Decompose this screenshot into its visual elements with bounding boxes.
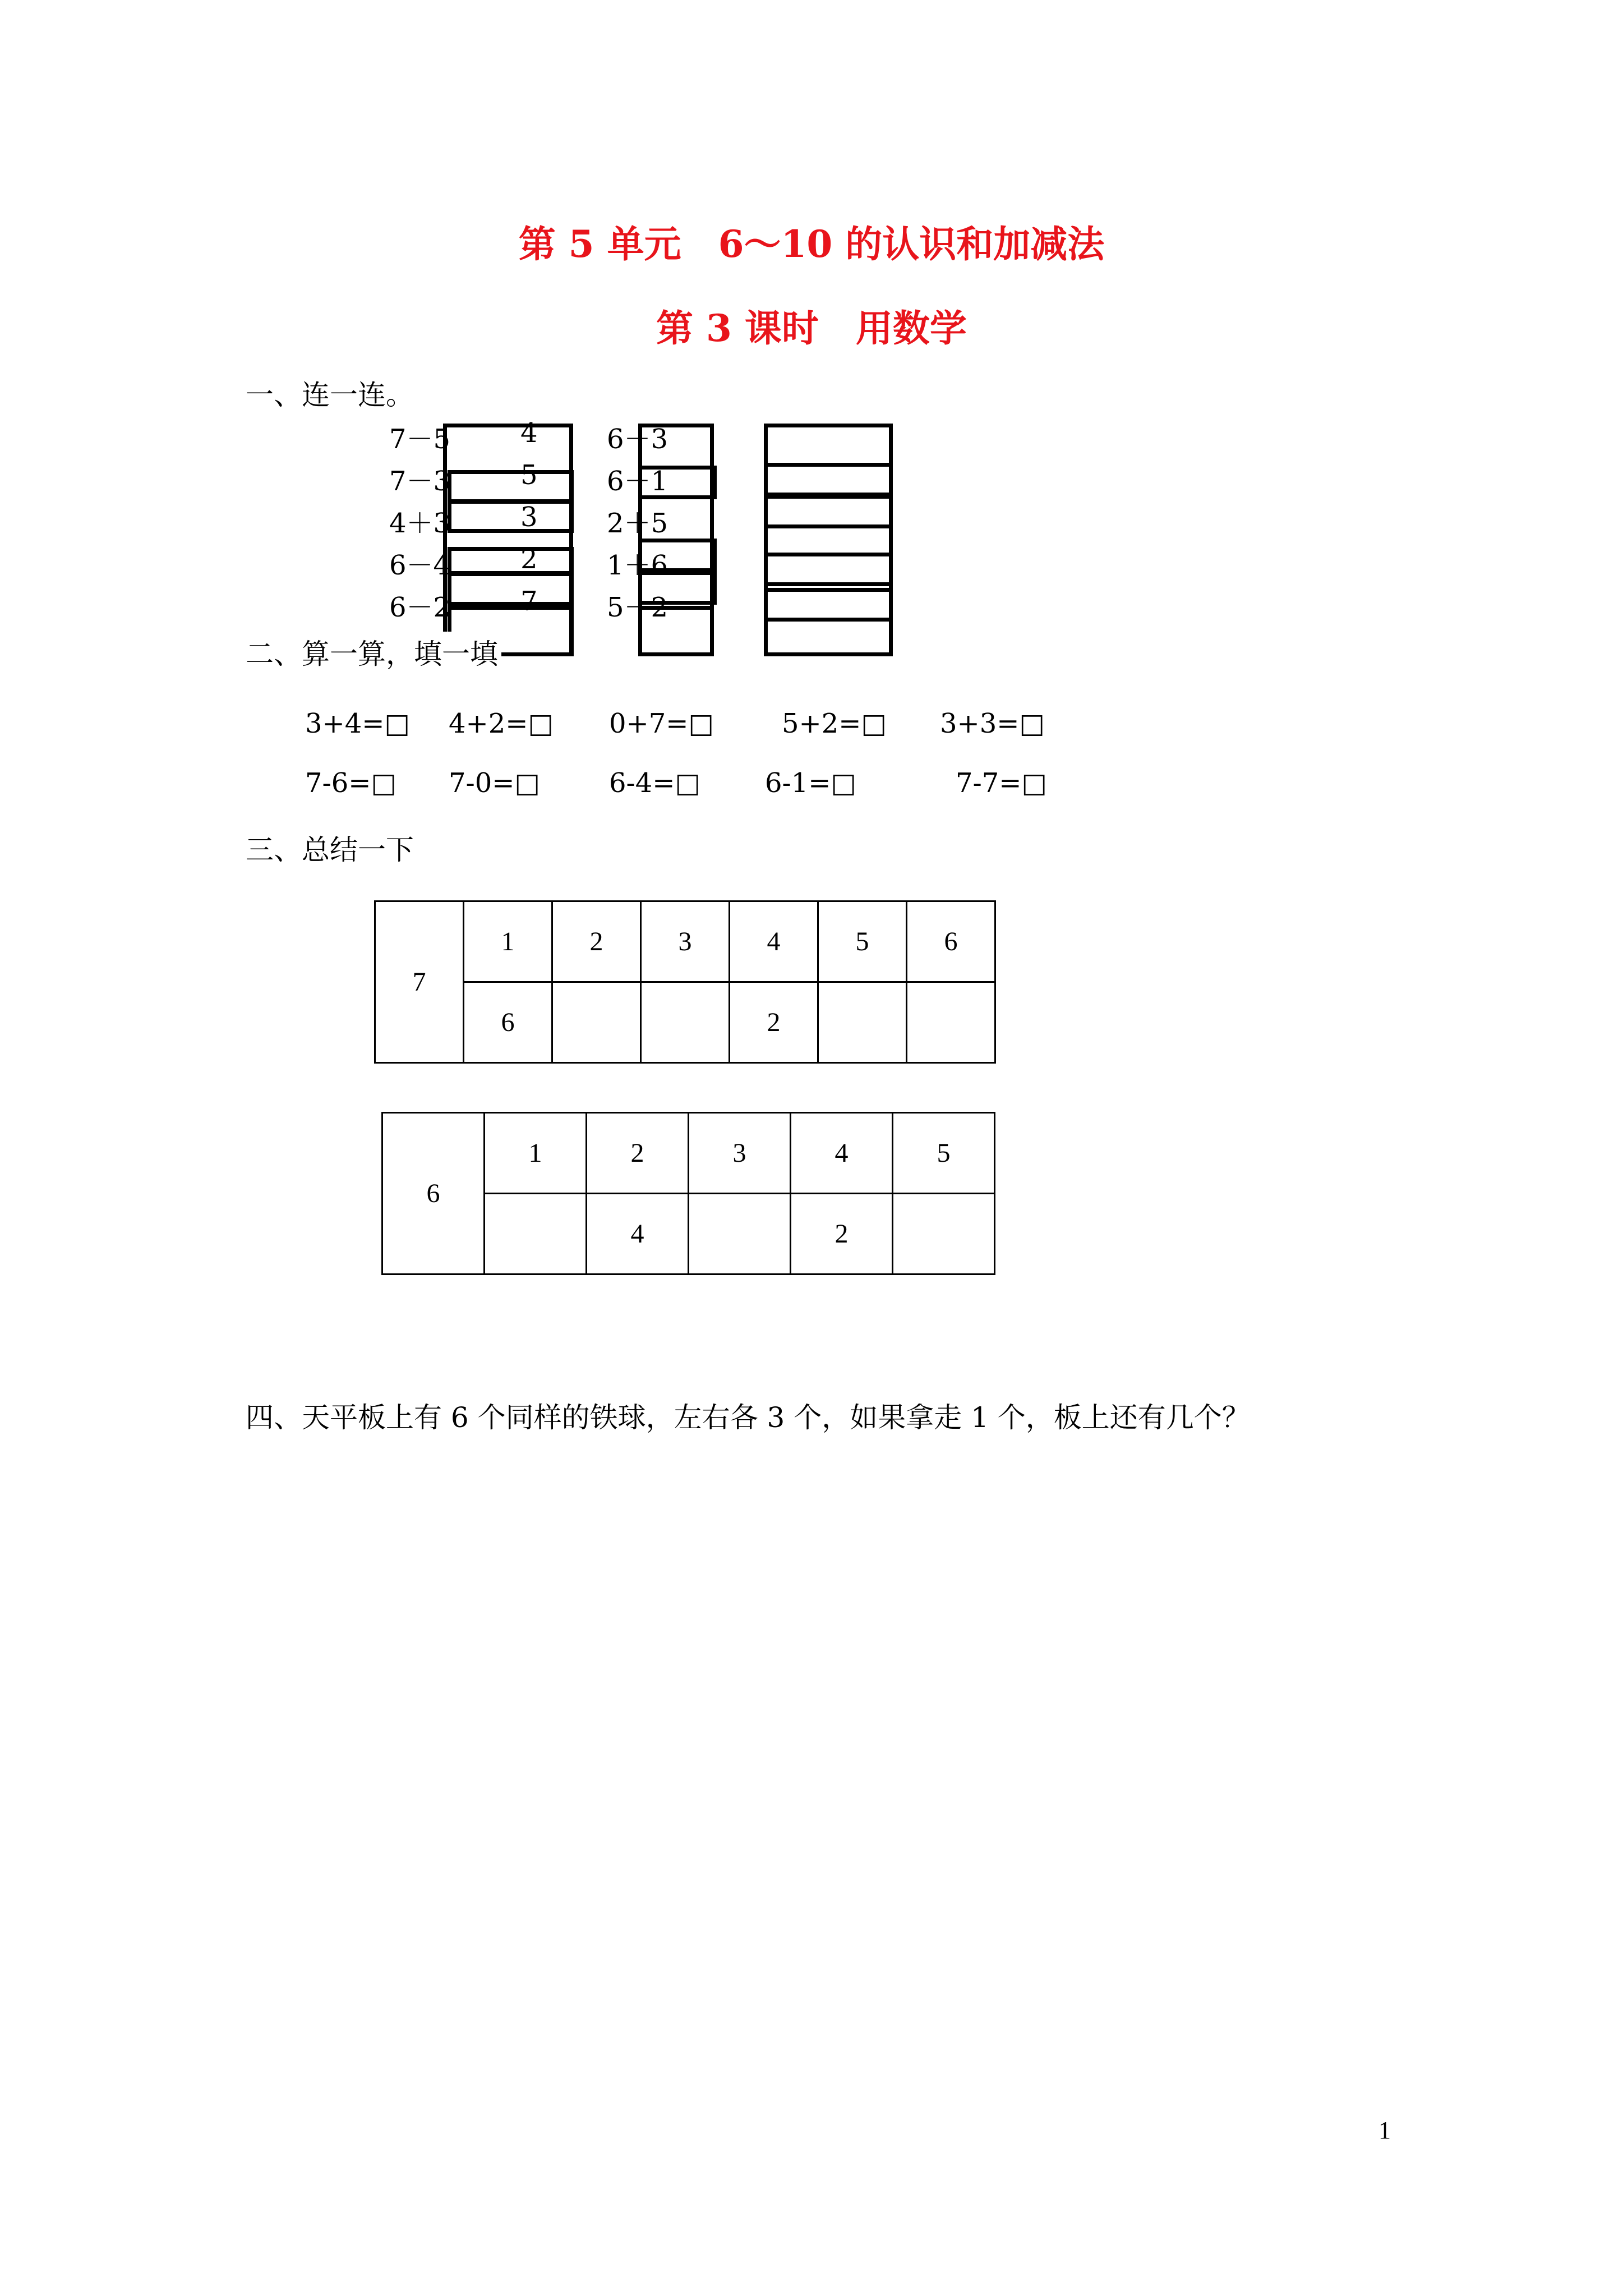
match-item-b: 4 <box>520 417 538 449</box>
table-cell: 1 <box>485 1113 587 1194</box>
table-cell: 1 <box>464 901 552 982</box>
equation: 6-4=□ <box>609 767 700 799</box>
match-item-a: 6－4 <box>389 550 451 581</box>
match-item-a: 6－2 <box>389 592 451 623</box>
match-item-b: 2 <box>520 544 538 575</box>
match-item-c: 6－1 <box>607 466 668 497</box>
table-cell: 3 <box>641 901 730 982</box>
table-cell: 5 <box>818 901 907 982</box>
match-item-b: 3 <box>520 501 538 533</box>
match-item-b: 7 <box>520 586 538 617</box>
page-number: 1 <box>1378 2116 1391 2144</box>
table-cell: 4 <box>587 1194 689 1274</box>
table-cell[interactable] <box>485 1194 587 1274</box>
page-title: 第 5 单元 6～10 的认识和加减法 <box>518 222 1105 266</box>
table-cell: 6 <box>464 982 552 1063</box>
equation: 3+3=□ <box>940 708 1045 739</box>
blank-box <box>764 463 893 496</box>
blank-box <box>448 572 574 606</box>
table-cell: 2 <box>730 982 818 1063</box>
equation: 7-0=□ <box>449 767 540 799</box>
equation: 3+4=□ <box>305 708 410 739</box>
equation: 7-7=□ <box>956 767 1047 799</box>
table-lead-cell: 6 <box>382 1113 485 1274</box>
table-lead-cell: 7 <box>375 901 464 1063</box>
table-cell: 2 <box>552 901 641 982</box>
table-cell[interactable] <box>907 982 995 1063</box>
page-subtitle: 第 3 课时 用数学 <box>656 306 967 350</box>
match-item-c: 1＋6 <box>607 550 668 581</box>
table-cell[interactable] <box>818 982 907 1063</box>
equation: 4+2=□ <box>449 708 554 739</box>
summary-table-6 <box>381 1112 995 1275</box>
table-cell: 2 <box>791 1194 893 1274</box>
match-item-c: 5－2 <box>607 592 668 623</box>
blank-box <box>764 553 893 586</box>
table-cell[interactable] <box>641 982 730 1063</box>
equation: 6-1=□ <box>765 767 856 799</box>
table-cell: 2 <box>587 1113 689 1194</box>
blank-box <box>764 495 893 528</box>
summary-table-7 <box>374 900 996 1064</box>
match-item-c: 6－3 <box>607 424 668 455</box>
section-1-heading: 一、连一连。 <box>246 379 414 411</box>
equation: 5+2=□ <box>782 708 887 739</box>
table-cell: 5 <box>893 1113 995 1194</box>
table-cell: 6 <box>907 901 995 982</box>
blank-box <box>638 571 717 605</box>
equation: 7-6=□ <box>305 767 396 799</box>
match-item-a: 4＋3 <box>389 508 451 539</box>
blank-box <box>764 588 893 622</box>
equation: 0+7=□ <box>609 708 714 739</box>
table-cell: 4 <box>791 1113 893 1194</box>
table-cell[interactable] <box>552 982 641 1063</box>
table-cell: 4 <box>730 901 818 982</box>
section-3-heading: 三、总结一下 <box>246 834 414 866</box>
table-cell[interactable] <box>689 1194 791 1274</box>
match-item-a: 7－5 <box>389 424 451 455</box>
match-item-b: 5 <box>520 459 538 491</box>
blank-box <box>638 539 717 572</box>
section-2-heading: 二、算一算，填一填 <box>246 632 501 672</box>
blank-box <box>448 547 574 575</box>
blank-box <box>448 499 574 533</box>
section-4-question: 四、天平板上有 6 个同样的铁球，左右各 3 个，如果拿走 1 个，板上还有几个？ <box>246 1401 1250 1434</box>
blank-box <box>638 466 717 499</box>
table-cell: 3 <box>689 1113 791 1194</box>
table-cell[interactable] <box>893 1194 995 1274</box>
blank-box <box>638 606 714 656</box>
blank-box <box>448 470 574 504</box>
match-item-c: 2＋5 <box>607 508 668 539</box>
match-item-a: 7－3 <box>389 466 451 497</box>
